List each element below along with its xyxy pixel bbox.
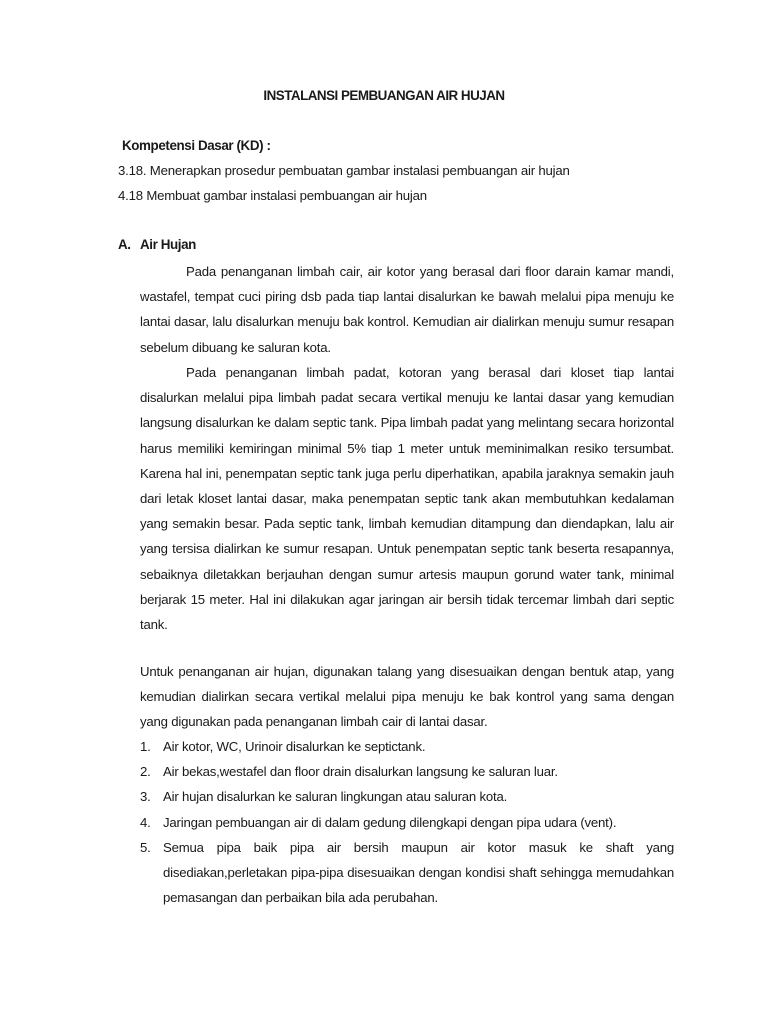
list-text: Air bekas,westafel dan floor drain disalurkan langsung ke saluran luar. <box>163 764 558 780</box>
list-text: Jaringan pembuangan air di dalam gedung dilengkapi dengan pipa udara (vent). <box>163 814 617 830</box>
list-item <box>140 835 674 911</box>
list-number: 5. <box>140 839 151 855</box>
section-letter: A. <box>118 237 131 252</box>
list-text: Air hujan disalurkan ke saluran lingkungan atau saluran kota. <box>163 789 508 805</box>
section-title: Air Hujan <box>140 237 196 252</box>
list-number: 3. <box>140 789 151 805</box>
paragraph: Pada penanganan limbah cair, air kotor yang berasal dari floor darain kamar mandi, wastafel, tempat cuci piring dsb pada tiap lantai disalurkan ke bawah melalui pipa menuju ke lantai dasar, lalu disalurkan menuju bak kontrol. Kemudian air dialirkan menuju sumur resapan sebelum dibuang ke saluran kota. <box>140 264 674 355</box>
list-number: 1. <box>140 739 151 754</box>
kd-item: 4.18 Membuat gambar instalasi pembuangan air hujan <box>118 188 427 203</box>
paragraph: Untuk penanganan air hujan, digunakan talang yang disesuaikan dengan bentuk atap, yang kemudian dialirkan secara vertikal melalui pipa menuju ke bak kontrol yang sama dengan yang digunakan pada penanganan limbah cair di lantai dasar. <box>140 664 674 730</box>
list-number: 4. <box>140 814 151 830</box>
list-number: 2. <box>140 764 151 780</box>
document-title: INSTALANSI PEMBUANGAN AIR HUJAN <box>263 88 505 103</box>
section-heading <box>118 237 196 252</box>
list-text: Air kotor, WC, Urinoir disalurkan ke septictank. <box>163 739 426 754</box>
list-item <box>140 784 674 809</box>
paragraph: Pada penanganan limbah padat, kotoran yang berasal dari kloset tiap lantai disalurkan melalui pipa limbah padat secara vertikal menuju ke lantai dasar yang kemudian langsung disalurkan ke dalam septic tank. Pipa limbah padat yang melintang secara horizontal harus memiliki kemiringan minimal 5% tiap 1 meter untuk meminimalkan resiko tersumbat. Karena hal ini, penempatan septic tank juga perlu diperhatikan, apabila jaraknya semakin jauh dari letak kloset lantai dasar, maka penempatan septic tank akan membutuhkan kedalaman yang semakin besar. Pada septic tank, limbah kemudian ditampung dan diendapkan, lalu air yang tersisa dialirkan ke sumur resapan. Untuk penempatan septic tank beserta resapannya, sebaiknya diletakkan berjauhan dengan sumur artesis maupun gorund water tank, minimal berjarak 15 meter. Hal ini dilakukan agar jaringan air bersih tidak tercemar limbah dari septic tank. <box>140 365 674 633</box>
list-item <box>140 759 674 784</box>
list-item <box>140 810 674 835</box>
kd-item: 3.18. Menerapkan prosedur pembuatan gambar instalasi pembuangan air hujan <box>118 163 570 178</box>
kd-heading: Kompetensi Dasar (KD) : <box>122 138 271 153</box>
list-item <box>140 734 674 759</box>
list-text: Semua pipa baik pipa air bersih maupun air kotor masuk ke shaft yang disediakan,perletakan pipa-pipa disesuaikan dengan kondisi shaft sehingga memudahkan pemasangan dan perbaikan bila ada perubahan. <box>163 839 674 906</box>
numbered-list <box>140 734 674 910</box>
